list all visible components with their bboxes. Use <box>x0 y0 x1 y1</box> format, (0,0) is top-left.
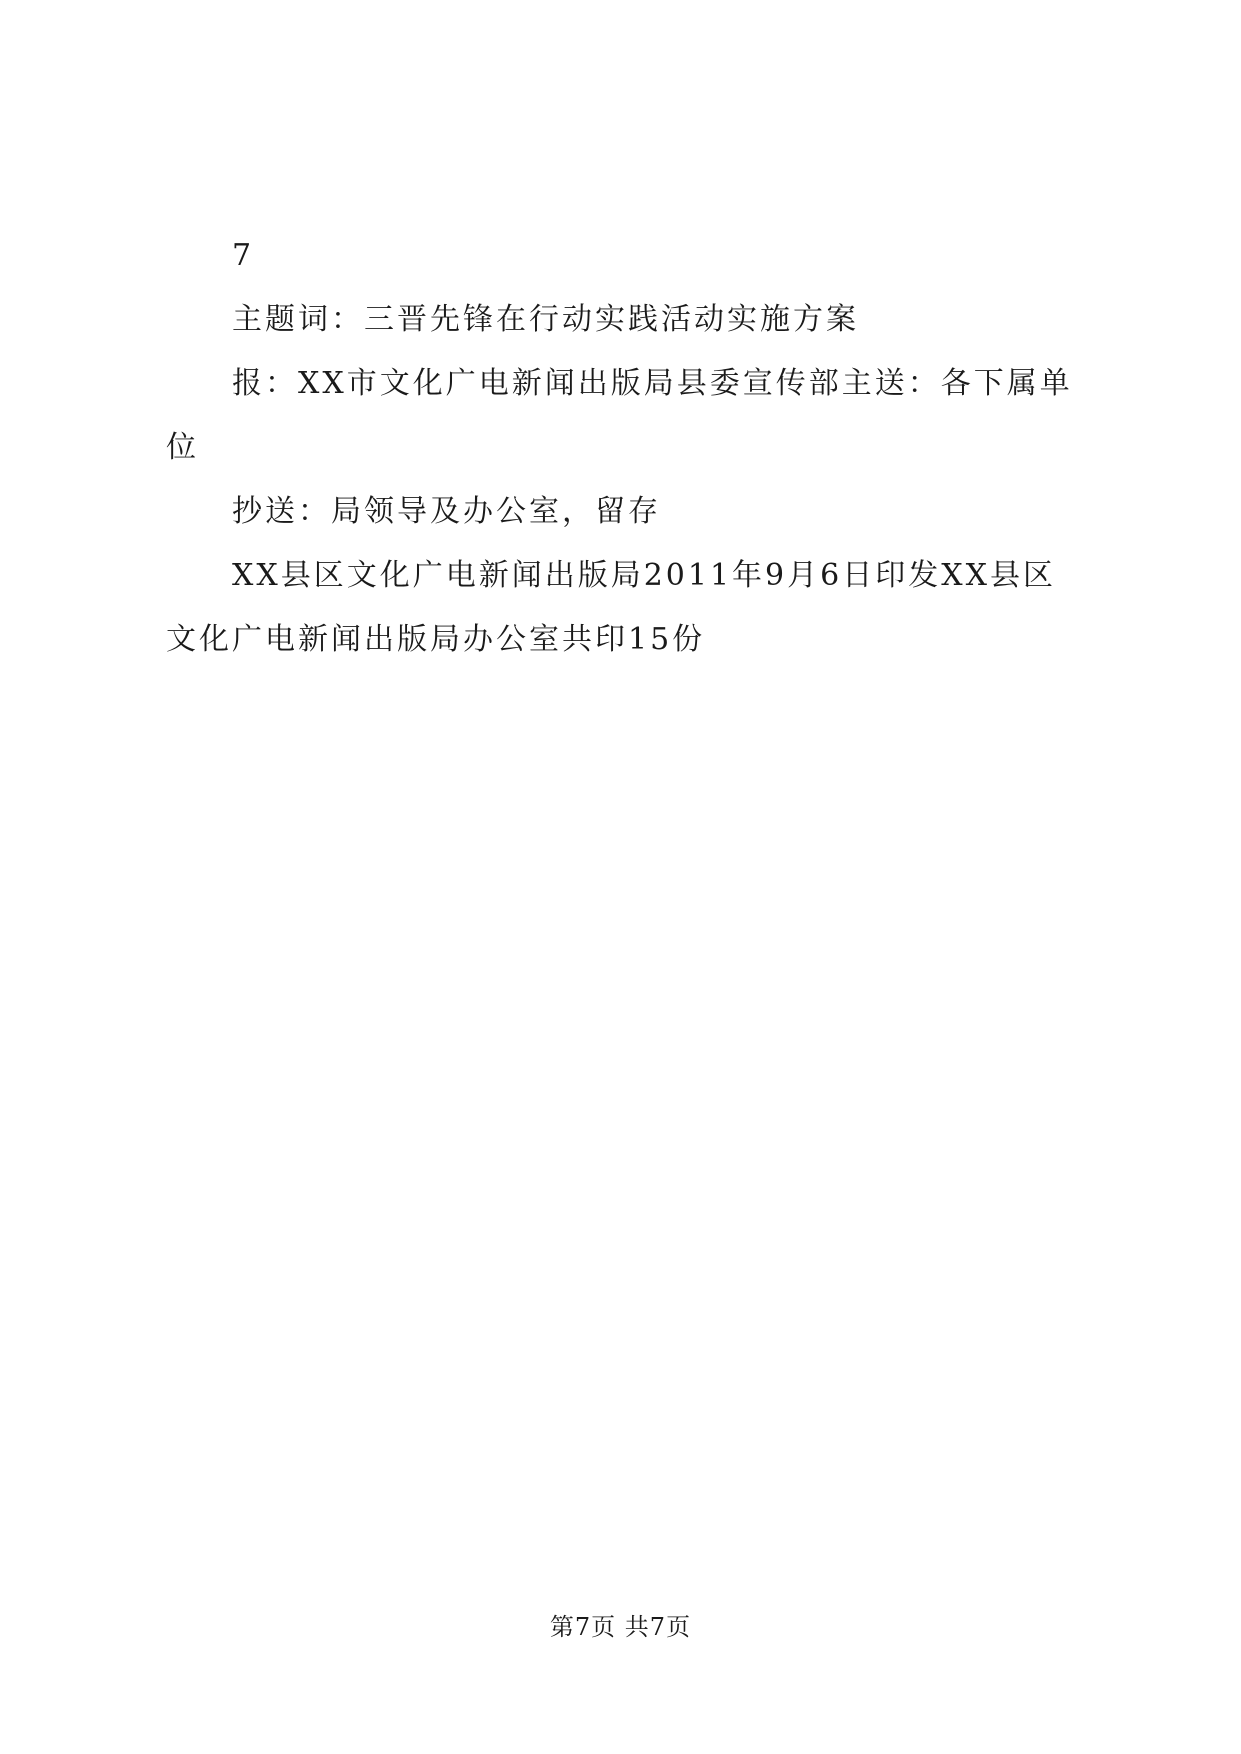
report-recipients: 报：XX市文化广电新闻出版局县委宣传部主送：各下属单位 <box>166 366 1073 465</box>
page-number-line: 7 <box>232 238 255 273</box>
copy-to: 抄送：局领导及办公室，留存 <box>232 494 661 529</box>
document-body <box>166 224 1086 672</box>
page-footer: 第7页 共7页 <box>549 1613 692 1641</box>
issuance-note: XX县区文化广电新闻出版局2011年9月6日印发XX县区文化广电新闻出版局办公室共印15份 <box>166 558 1056 657</box>
subject-keywords: 主题词：三晋先锋在行动实践活动实施方案 <box>232 302 859 337</box>
